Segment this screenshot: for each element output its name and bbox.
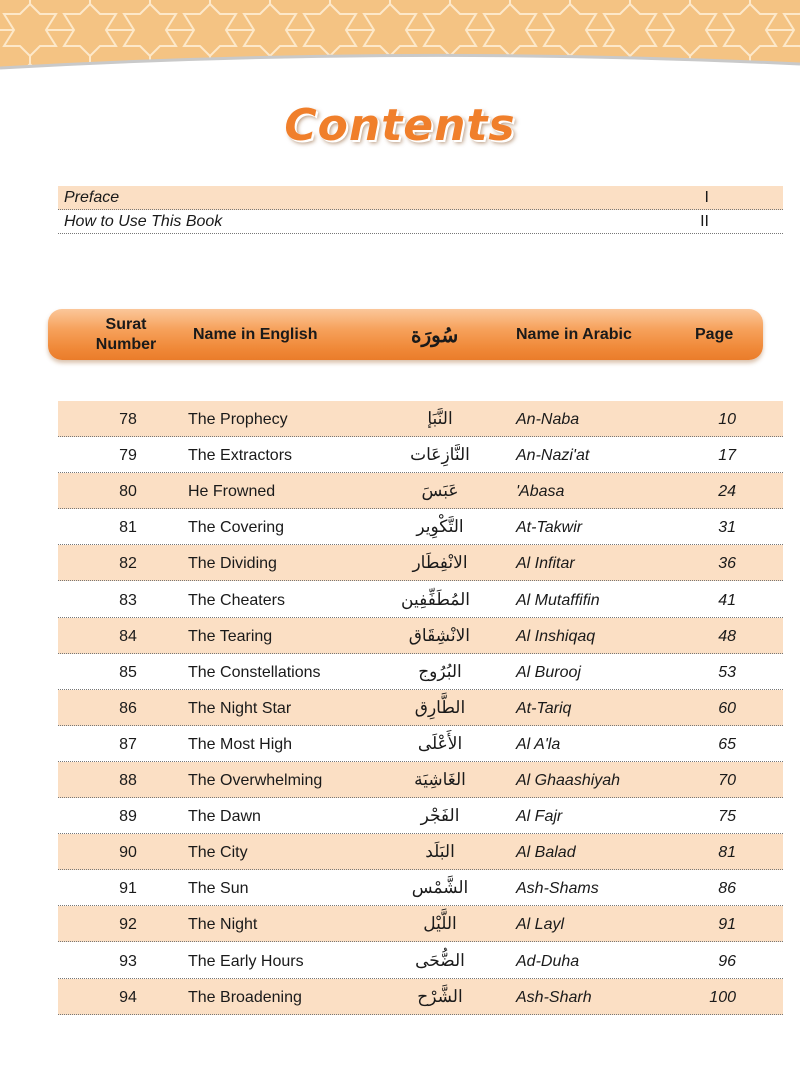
table-row [58, 834, 783, 870]
transliterated-name: Al Inshiqaq [516, 627, 596, 645]
transliterated-name: Al Layl [516, 916, 565, 934]
arabic-script-name: الأَعْلَى [417, 733, 463, 754]
surat-number: 80 [119, 483, 137, 501]
english-name: The Constellations [188, 663, 321, 681]
table-row [58, 437, 783, 473]
transliterated-name: Ash-Sharh [516, 988, 592, 1006]
surat-number: 94 [119, 988, 137, 1006]
table-row [58, 582, 783, 618]
arabic-script-name: الانْشِقَاق [408, 625, 470, 646]
transliterated-name: An-Naba [516, 411, 580, 428]
table-row [58, 401, 783, 437]
arabic-script-name: البَلَد [425, 842, 455, 863]
transliterated-name: 'Abasa [516, 483, 565, 501]
english-name: The Cheaters [188, 591, 285, 609]
arabic-script-name: الضُّحَى [415, 950, 465, 971]
front-matter-label: Preface [64, 189, 120, 206]
surat-number: 87 [119, 735, 137, 753]
english-name: The Dawn [188, 808, 261, 826]
transliterated-name: Al A'la [516, 735, 561, 753]
english-name: The Early Hours [188, 952, 304, 970]
table-row [58, 762, 783, 798]
surat-number: 78 [119, 411, 137, 428]
page-number: 48 [718, 627, 736, 645]
arabic-script-name: الانْفِطَار [412, 553, 468, 574]
table-row [58, 618, 783, 654]
decorative-pattern-band [0, 0, 800, 70]
page-number: 41 [718, 591, 736, 609]
surat-number: 88 [119, 772, 137, 789]
arabic-script-name: الشَّمْس [411, 878, 469, 899]
page-number: 100 [709, 988, 736, 1006]
header-name-english: Name in English [193, 325, 318, 343]
header-name-arabic: Name in Arabic [516, 325, 632, 343]
transliterated-name: Al Balad [516, 844, 576, 862]
page-number: 65 [718, 735, 736, 753]
arabic-script-name: التَّكْوِير [416, 517, 464, 538]
transliterated-name: Al Infitar [516, 555, 575, 573]
arabic-script-name: النَّبَإ [427, 409, 453, 429]
table-header [48, 309, 763, 360]
table-row [58, 943, 783, 979]
english-name: The Tearing [188, 627, 273, 645]
transliterated-name: Al Ghaashiyah [516, 772, 621, 789]
english-name: The Most High [188, 735, 293, 753]
table-row [58, 726, 783, 762]
arabic-script-name: الفَجْر [420, 806, 460, 827]
page-number: 24 [718, 483, 736, 501]
english-name: The Sun [188, 880, 249, 898]
english-name: The Prophecy [188, 411, 288, 428]
arabic-script-name: الشَّرْح [417, 986, 463, 1007]
page-number: 70 [718, 772, 736, 789]
transliterated-name: An-Nazi'at [516, 447, 590, 465]
page-number: 60 [718, 699, 736, 717]
english-name: The Covering [188, 519, 285, 537]
surat-number: 83 [119, 591, 137, 609]
surat-number: 92 [119, 916, 137, 934]
page-number: 10 [718, 411, 736, 428]
page-number: 96 [718, 952, 736, 970]
arabic-script-name: الطَّارِق [414, 697, 466, 718]
transliterated-name: Al Burooj [516, 663, 581, 681]
surat-number: 81 [119, 519, 137, 537]
surat-number: 89 [119, 808, 137, 826]
transliterated-name: At-Takwir [516, 519, 583, 537]
surat-number: 85 [119, 663, 137, 681]
header-page: Page [695, 325, 734, 343]
surat-number: 91 [119, 880, 137, 898]
table-row [58, 906, 783, 942]
surat-number: 82 [119, 555, 137, 573]
header-surah-arabic: سُورَة [411, 322, 459, 347]
arabic-script-name: اللَّيْل [423, 914, 457, 935]
english-name: The Overwhelming [188, 772, 323, 789]
page-title: Contents [284, 100, 516, 151]
english-name: The Broadening [188, 988, 302, 1006]
english-name: The City [188, 844, 248, 862]
surat-number: 79 [119, 447, 137, 465]
english-name: The Night [188, 916, 258, 934]
front-matter-row [58, 186, 783, 210]
surat-number: 93 [119, 952, 137, 970]
transliterated-name: Ad-Duha [516, 952, 580, 970]
surat-number: 86 [119, 699, 137, 717]
table-row [58, 654, 783, 690]
table-row [58, 870, 783, 906]
page-number: 53 [718, 663, 736, 681]
page-number: 75 [718, 808, 736, 826]
surat-number: 84 [119, 627, 137, 645]
page-number: 91 [718, 916, 736, 934]
arabic-script-name: الغَاشِيَة [414, 770, 466, 790]
transliterated-name: Al Mutaffifin [516, 591, 600, 609]
arabic-script-name: البُرُوج [418, 661, 462, 682]
transliterated-name: Al Fajr [516, 808, 563, 826]
page-number: 36 [718, 555, 736, 573]
header-surat-number: Surat Number [95, 315, 157, 353]
english-name: The Dividing [188, 555, 277, 573]
table-row [58, 509, 783, 545]
front-matter-page: II [700, 213, 709, 230]
table-row [58, 798, 783, 834]
arabic-script-name: المُطَفِّفِين [401, 589, 470, 610]
surat-number: 90 [119, 844, 137, 862]
arabic-script-name: النَّازِعَات [410, 445, 470, 466]
arabic-script-name: عَبَسَ [421, 481, 459, 502]
front-matter-row [58, 210, 783, 234]
english-name: He Frowned [188, 483, 276, 501]
page-number: 86 [718, 880, 736, 898]
page-number: 31 [718, 519, 736, 537]
front-matter-label: How to Use This Book [64, 213, 223, 230]
table-row [58, 545, 783, 581]
english-name: The Night Star [188, 699, 292, 717]
table-row [58, 473, 783, 509]
table-row [58, 690, 783, 726]
front-matter-page: I [704, 189, 709, 206]
table-row [58, 979, 783, 1015]
english-name: The Extractors [188, 447, 293, 465]
page-number: 17 [718, 447, 736, 465]
transliterated-name: At-Tariq [516, 699, 572, 717]
transliterated-name: Ash-Shams [516, 880, 599, 898]
page-number: 81 [718, 844, 736, 862]
